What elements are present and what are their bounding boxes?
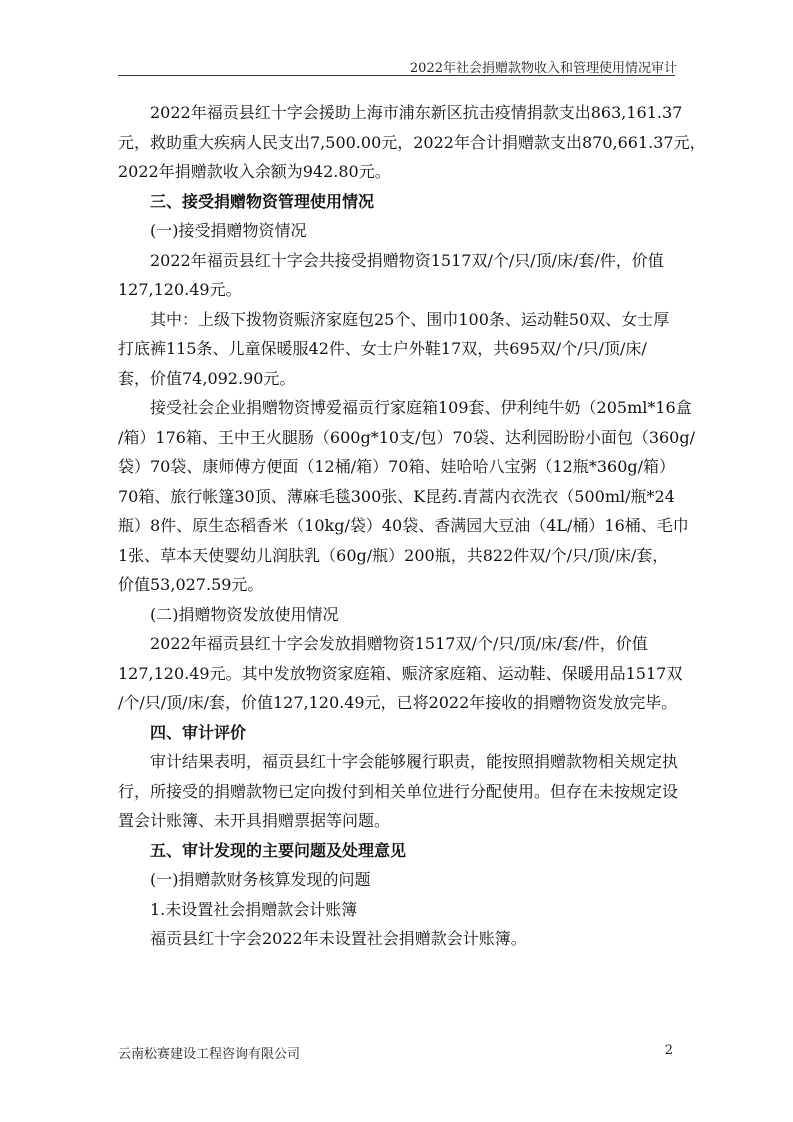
section-heading-5 — [118, 836, 675, 866]
paragraph-no-ledger — [118, 924, 675, 954]
text-line: 价值53,027.59元。 — [118, 575, 264, 594]
text-line: 置会计账簿、未开具捐赠票据等问题。 — [118, 811, 391, 830]
text-line: 其中：上级下拨物资赈济家庭包25个、围巾100条、运动鞋50双、女士厚 — [150, 309, 670, 329]
text-line: (一)接受捐赠物资情况 — [150, 221, 307, 240]
text-line: /箱）176箱、王中王火腿肠（600g*10支/包）70袋、达利园盼盼小面包（360g/ — [118, 427, 695, 447]
text-line: 127,120.49元。其中发放物资家庭箱、赈济家庭箱、运动鞋、保暖用品1517双 — [118, 663, 683, 683]
section-heading-3 — [118, 187, 675, 217]
paragraph-donation-expenditure — [118, 98, 706, 187]
subsection-heading — [118, 600, 675, 630]
text-line: 袋）70袋、康师傅方便面（12桶/箱）70箱、娃哈哈八宝粥（12瓶*360g/箱） — [118, 457, 676, 476]
text-line: 四、审计评价 — [150, 722, 247, 742]
footer-company: 云南松赛建设工程咨询有限公司 — [118, 1047, 301, 1062]
text-line: 打底裤115条、儿童保暖服42件、女士户外鞋17双，共695双/个/只/顶/床/ — [118, 339, 647, 358]
paragraph-audit-evaluation — [118, 747, 679, 836]
text-line: 审计结果表明，福贡县红十字会能够履行职责，能按照捐赠款物相关规定执 — [150, 752, 679, 771]
subsection-heading — [118, 865, 675, 895]
text-line: 70箱、旅行帐篷30顶、薄麻毛毯300张、K昆药.青蒿内衣洗衣（500ml/瓶*24 — [118, 486, 675, 506]
paragraph-enterprise-donations — [118, 393, 695, 600]
text-line: 五、审计发现的主要问题及处理意见 — [150, 840, 407, 860]
text-line: 福贡县红十字会2022年未设置社会捐赠款会计账簿。 — [150, 929, 527, 948]
text-line: 2022年捐赠款收入余额为942.80元。 — [118, 162, 391, 181]
header-divider — [118, 75, 675, 76]
text-line: 2022年福贡县红十字会共接受捐赠物资1517双/个/只/顶/床/套/件，价值 — [150, 250, 664, 270]
text-line: 2022年福贡县红十字会发放捐赠物资1517双/个/只/顶/床/套/件，价值 — [150, 634, 648, 653]
paragraph-distribution — [118, 629, 683, 718]
text-line: (一)捐赠款财务核算发现的问题 — [150, 870, 371, 889]
text-line: 元，救助重大疾病人民支出7,500.00元，2022年合计捐赠款支出870,661.37元， — [118, 132, 706, 152]
text-line: 2022年福贡县红十字会援助上海市浦东新区抗击疫情捐款支出863,161.37 — [150, 103, 683, 122]
text-line: (二)捐赠物资发放使用情况 — [150, 604, 339, 624]
text-line: 1张、草本天使婴幼儿润肤乳（60g/瓶）200瓶，共822件双/个/只/顶/床/套， — [118, 545, 669, 565]
text-line: 三、接受捐赠物资管理使用情况 — [150, 191, 375, 211]
header-title: 2022年社会捐赠款物收入和管理使用情况审计 — [409, 61, 677, 76]
text-line: 套，价值74,092.90元。 — [118, 368, 296, 388]
section-heading-4 — [118, 718, 675, 748]
text-line: 行，所接受的捐赠款物已定向拨付到相关单位进行分配使用。但存在未按规定设 — [118, 781, 679, 801]
text-line: 1.未设置社会捐赠款会计账簿 — [150, 899, 358, 919]
text-line: 接受社会企业捐赠物资博爱福贡行家庭箱109套、伊利纯牛奶（205ml*16盒 — [150, 398, 692, 417]
paragraph-received-materials — [118, 246, 675, 305]
subsection-heading — [118, 216, 675, 246]
page-number: 2 — [664, 1043, 673, 1058]
text-line: 瓶）8件、原生态稻香米（10kg/袋）40袋、香满园大豆油（4L/桶）16桶、毛巾 — [118, 516, 689, 535]
document-body — [118, 98, 706, 954]
paragraph-allocated-materials — [118, 305, 675, 394]
text-line: 127,120.49元。 — [118, 280, 242, 299]
text-line: /个/只/顶/床/套，价值127,120.49元，已将2022年接收的捐赠物资发放完毕。 — [118, 693, 678, 712]
item-heading — [118, 895, 675, 925]
